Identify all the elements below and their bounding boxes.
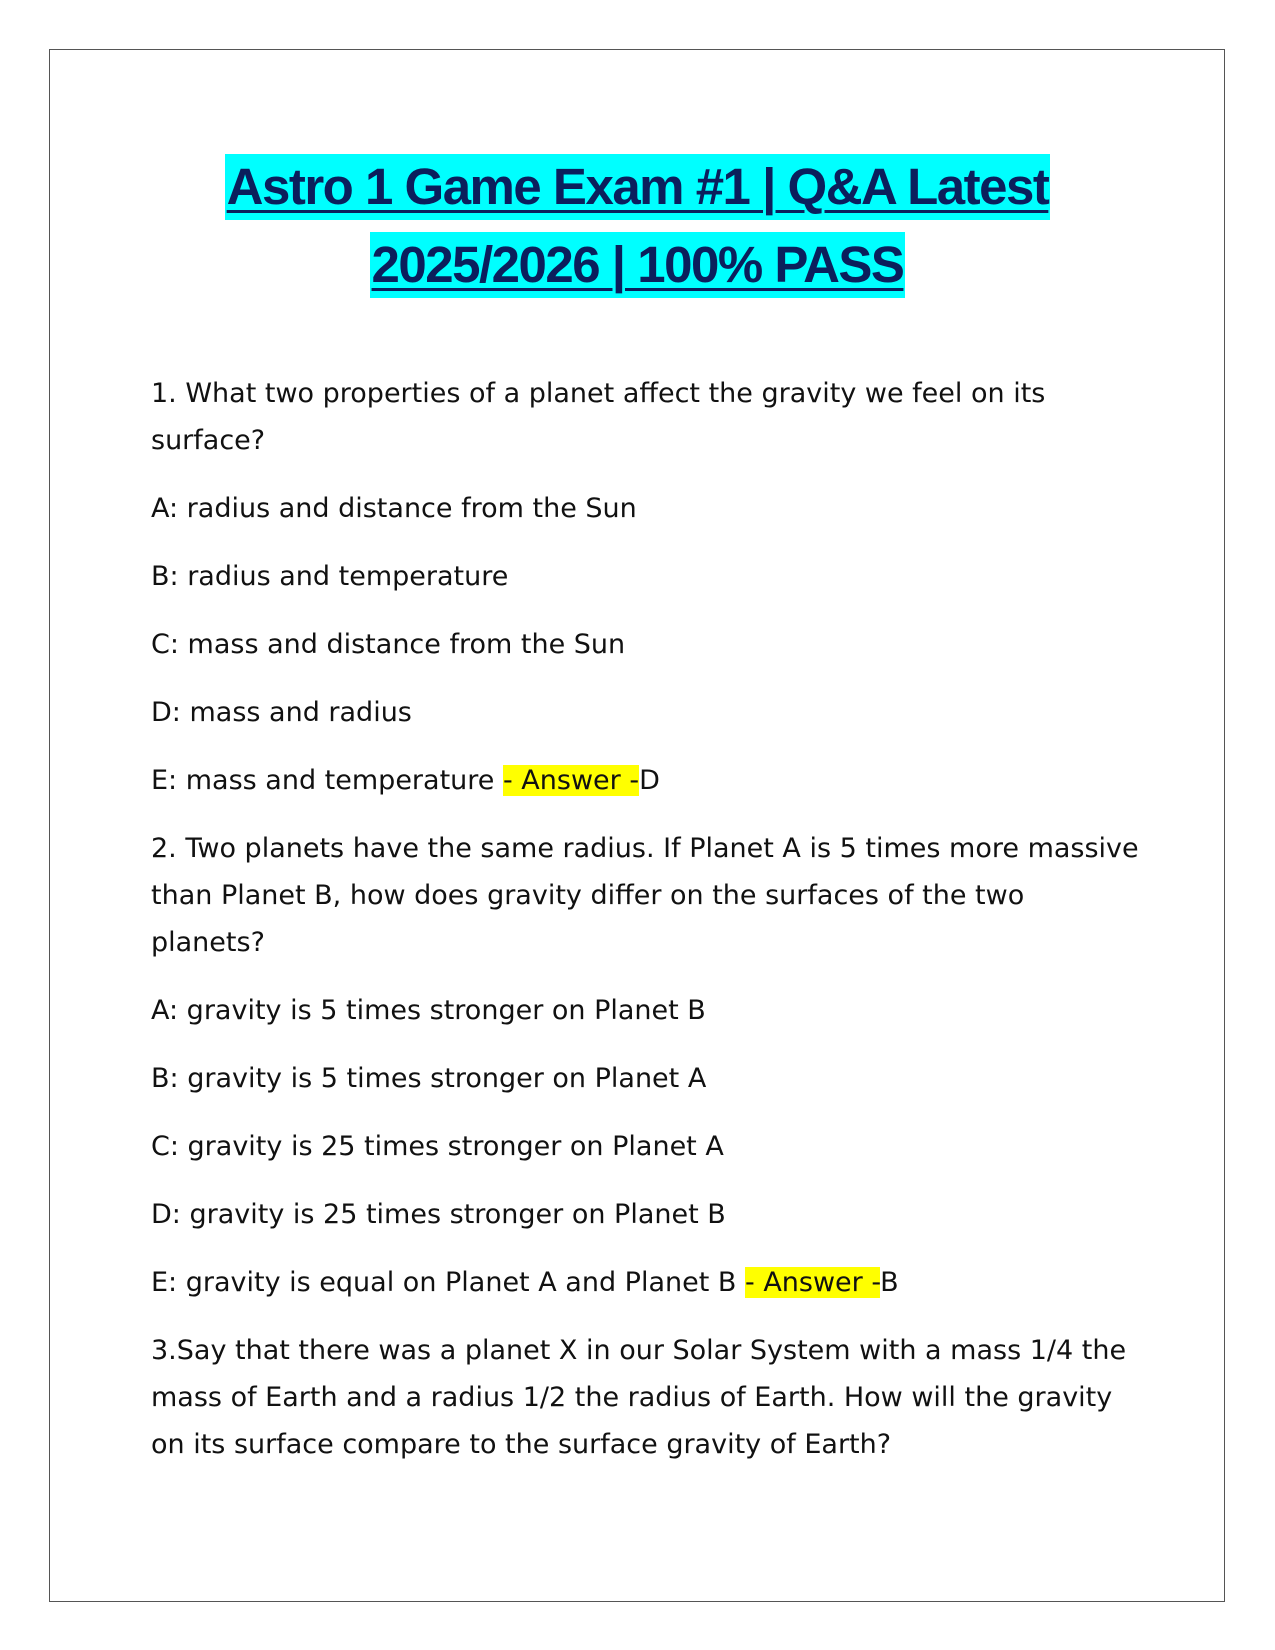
question-2-option-a: A: gravity is 5 times stronger on Planet B	[151, 995, 706, 1026]
question-2-answer: B	[880, 1267, 899, 1298]
question-1-answer-marker: - Answer -	[502, 765, 640, 796]
question-2-option-c: C: gravity is 25 times stronger on Planet A	[151, 1131, 724, 1162]
question-2-answer-marker: - Answer -	[745, 1267, 881, 1298]
question-1-option-d: D: mass and radius	[151, 697, 412, 728]
question-1-option-c: C: mass and distance from the Sun	[151, 629, 626, 660]
title-line-1: Astro 1 Game Exam #1 | Q&A Latest	[225, 154, 1051, 220]
document-title	[140, 148, 1135, 304]
title-line-2: 2025/2026 | 100% PASS	[370, 232, 906, 298]
question-1-prompt: 1. What two properties of a planet affect the gravity we feel on its surface?	[151, 378, 1046, 456]
question-1-option-e: E: mass and temperature	[151, 765, 503, 796]
question-2-option-b: B: gravity is 5 times stronger on Planet A	[151, 1063, 707, 1094]
question-1-option-b: B: radius and temperature	[151, 561, 509, 592]
question-1-option-e-row	[151, 757, 1141, 804]
question-2-option-e-row	[151, 1259, 1141, 1306]
document-body	[151, 370, 1141, 1489]
question-1-option-a: A: radius and distance from the Sun	[151, 493, 637, 524]
question-2-prompt: 2. Two planets have the same radius. If Planet A is 5 times more massive than Planet B, how does gravity differ on the surfaces of the two planets?	[151, 833, 1139, 958]
question-1-answer: D	[639, 765, 660, 796]
question-2-option-d: D: gravity is 25 times stronger on Planet B	[151, 1199, 726, 1230]
question-2-option-e: E: gravity is equal on Planet A and Planet B	[151, 1267, 745, 1298]
question-3-prompt: 3.Say that there was a planet X in our Solar System with a mass 1/4 the mass of Earth and a radius 1/2 the radius of Earth. How will the gravity on its surface compare to the surface gravity of Earth?	[151, 1335, 1127, 1460]
